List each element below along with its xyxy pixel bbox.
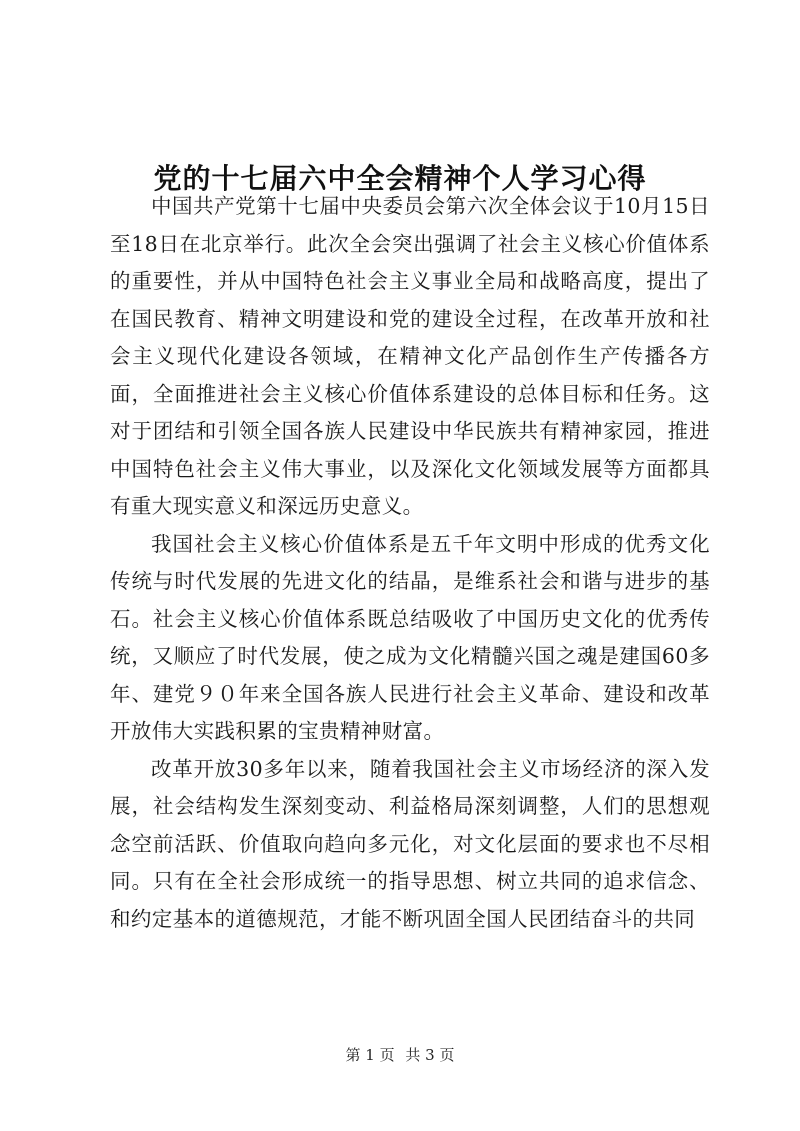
paragraph-1: 中国共产党第十七届中央委员会第六次全体会议于10月15日至18日在北京举行。此次全会突出强调了社会主义核心价值体系的重要性，并从中国特色社会主义事业全局和战略高度，提出了在国民教育、精神文明建设和党的建设全过程，在改革开放和社会主义现代化建设各领域，在精神文化产品创作生产传播各方面，全面推进社会主义核心价值体系建设的总体目标和任务。这对于团结和引领全国各族人民建设中华民族共有精神家园，推进中国特色社会主义伟大事业，以及深化文化领域发展等方面都具有重大现实意义和深远历史意义。 <box>110 194 710 518</box>
page-total: 共 3 页 <box>405 1046 455 1064</box>
page-title: 党的十七届六中全会精神个人学习心得 <box>153 161 647 195</box>
page-number: 第 1 页 <box>345 1046 395 1064</box>
paragraph-2: 我国社会主义核心价值体系是五千年文明中形成的优秀文化传统与时代发展的先进文化的结晶，是维系社会和谐与进步的基石。社会主义核心价值体系既总结吸收了中国历史文化的优秀传统，又顺应了时代发展，使之成为文化精髓兴国之魂是建国60多年、建党９０年来全国各族人民进行社会主义革命、建设和改革开放伟大实践积累的宝贵精神财富。 <box>110 531 710 743</box>
document-body <box>110 188 710 938</box>
page-footer <box>0 1045 800 1065</box>
paragraph-3: 改革开放30多年以来，随着我国社会主义市场经济的深入发展，社会结构发生深刻变动、利益格局深刻调整，人们的思想观念空前活跃、价值取向趋向多元化，对文化层面的要求也不尽相同。只有在全社会形成统一的指导思想、树立共同的追求信念、和约定基本的道德规范，才能不断巩固全国人民团结奋斗的共同 <box>110 756 710 931</box>
